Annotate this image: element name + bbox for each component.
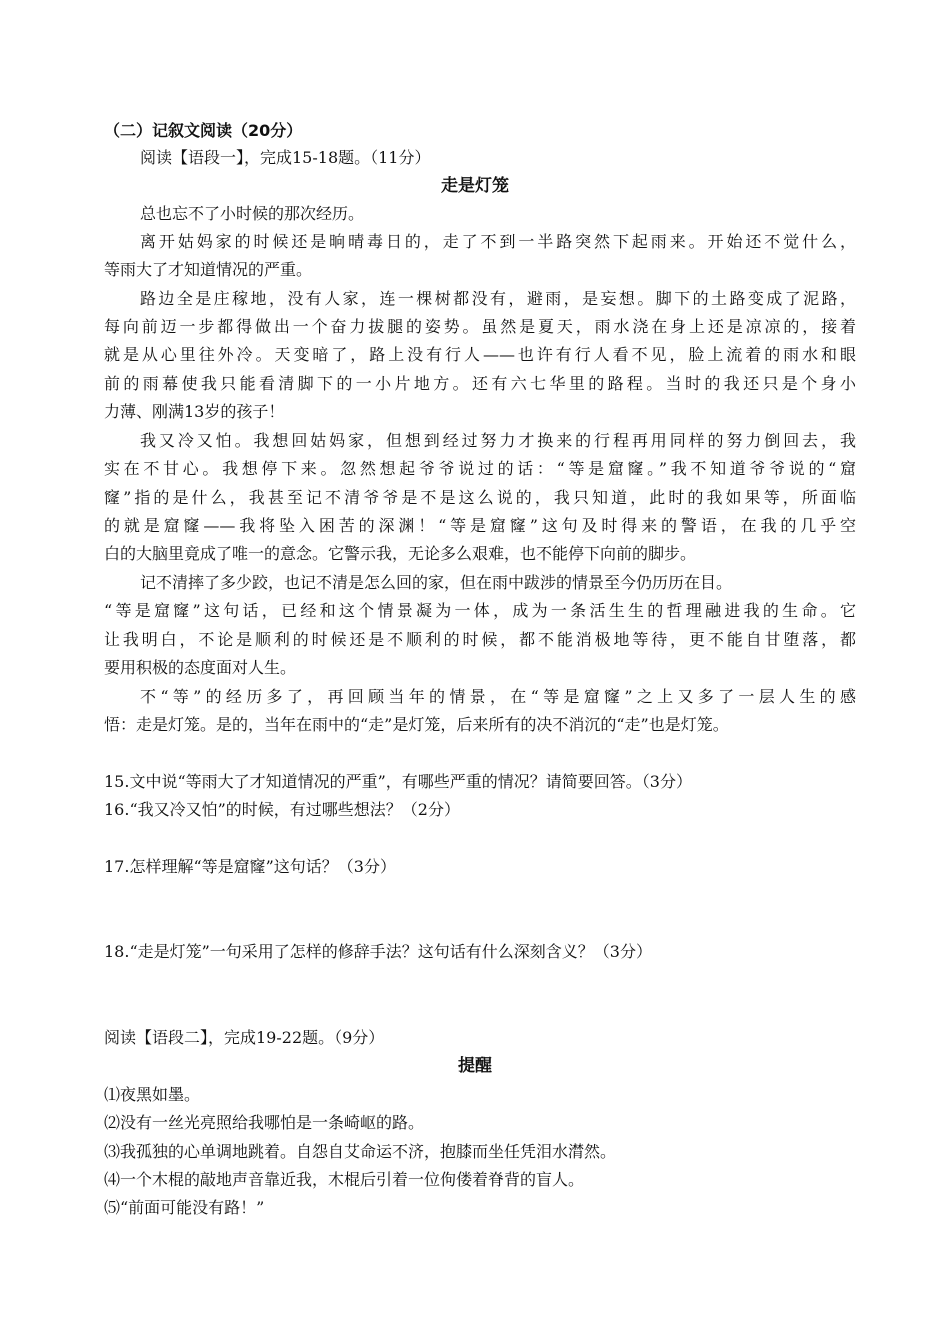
- section-header: （二）记叙文阅读（20分）: [104, 121, 303, 140]
- passage1-line: 力薄、刚满13岁的孩子！: [104, 402, 285, 421]
- passage1-line: 总也忘不了小时候的那次经历。: [140, 204, 365, 223]
- passage2-paragraph: ⑶我孤独的心单调地跳着。自怨自艾命运不济，抱膝而坐任凭泪水潸然。: [104, 1142, 617, 1161]
- passage1-line: 让我明白，不论是顺利的时候还是不顺利的时候，都不能消极地等待，更不能自甘堕落，都: [104, 630, 856, 649]
- passage1-line: 记不清摔了多少跤，也记不清是怎么回的家，但在雨中跋涉的情景至今仍历历在目。: [140, 573, 733, 592]
- passage1-line: 路边全是庄稼地，没有人家，连一棵树都没有，避雨，是妄想。脚下的土路变成了泥路，: [140, 289, 856, 308]
- passage2-paragraph: ⑸“前面可能没有路！”: [104, 1198, 265, 1217]
- passage1-line: 窿”指的是什么，我甚至记不清爷爷是不是这么说的，我只知道，此时的我如果等，所面临: [104, 488, 856, 507]
- passage1-line: 要用积极的态度面对人生。: [104, 658, 297, 677]
- question-18: 18.“走是灯笼”一句采用了怎样的修辞手法？这句话有什么深刻含义？（3分）: [104, 942, 652, 961]
- passage1-line: 就是从心里往外冷。天变暗了，路上没有行人——也许有行人看不见，脸上流着的雨水和眼: [104, 345, 856, 364]
- passage1-line: 我又冷又怕。我想回姑妈家，但想到经过努力才换来的行程再用同样的努力倒回去，我: [140, 431, 856, 450]
- passage1-line: 的就是窟窿——我将坠入困苦的深渊！“等是窟窿”这句及时得来的警语，在我的几乎空: [104, 516, 856, 535]
- passage2-title: 提醒: [458, 1056, 492, 1076]
- passage1-line: 等雨大了才知道情况的严重。: [104, 260, 313, 279]
- passage2-paragraph: ⑵没有一丝光亮照给我哪怕是一条崎岖的路。: [104, 1113, 425, 1132]
- passage1-line: 白的大脑里竟成了唯一的意念。它警示我，无论多么艰难，也不能停下向前的脚步。: [104, 544, 697, 563]
- passage1-line: 不“等”的经历多了，再回顾当年的情景，在“等是窟窿”之上又多了一层人生的感: [140, 687, 856, 706]
- passage1-line: 前的雨幕使我只能看清脚下的一小片地方。还有六七华里的路程。当时的我还只是个身小: [104, 374, 856, 393]
- passage1-line: 实在不甘心。我想停下来。忽然想起爷爷说过的话：“等是窟窿。”我不知道爷爷说的“窟: [104, 459, 856, 478]
- passage1-line: 悟：走是灯笼。是的，当年在雨中的“走”是灯笼，后来所有的决不消沉的“走”也是灯笼。: [104, 715, 729, 734]
- passage1-line: 离开姑妈家的时候还是晌晴毒日的，走了不到一半路突然下起雨来。开始还不觉什么，: [140, 232, 856, 251]
- question-15: 15.文中说“等雨大了才知道情况的严重”，有哪些严重的情况？请简要回答。（3分）: [104, 772, 692, 791]
- passage2-paragraph: ⑴夜黑如墨。: [104, 1085, 201, 1104]
- passage2-instruction: 阅读【语段二】，完成19-22题。（9分）: [104, 1028, 385, 1047]
- passage1-title: 走是灯笼: [441, 176, 509, 196]
- passage1-line: “等是窟窿”这句话，已经和这个情景凝为一体，成为一条活生生的哲理融进我的生命。它: [104, 601, 856, 620]
- passage1-instruction: 阅读【语段一】，完成15-18题。（11分）: [140, 148, 431, 167]
- passage2-paragraph: ⑷一个木棍的敲地声音靠近我，木棍后引着一位佝偻着脊背的盲人。: [104, 1170, 585, 1189]
- question-17: 17.怎样理解“等是窟窿”这句话？（3分）: [104, 857, 396, 876]
- question-16: 16.“我又冷又怕”的时候，有过哪些想法？（2分）: [104, 800, 460, 819]
- passage1-line: 每向前迈一步都得做出一个奋力拔腿的姿势。虽然是夏天，雨水浇在身上还是凉凉的，接着: [104, 317, 856, 336]
